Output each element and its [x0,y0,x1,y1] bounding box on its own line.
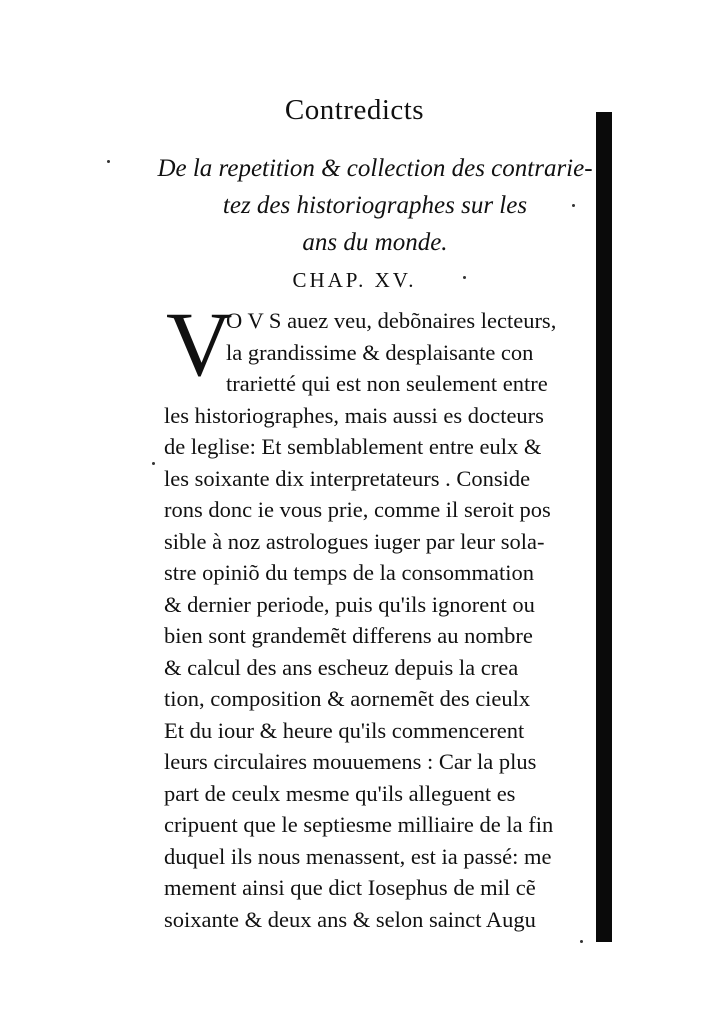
running-head: Contredicts [284,94,425,126]
text-line: duquel ils nous menassent, est ia passé: me [164,843,552,869]
text-line: tion, composition & aornemẽt des cieulx [164,686,531,711]
text-line: stre opiniõ du temps de la consommation [164,560,534,585]
text-line: & calcul des ans escheuz depuis la crea [164,654,519,680]
text-line: les soixante dix interpretateurs . Conside [164,465,531,491]
paper-speck [580,940,583,943]
paper-speck [152,462,155,465]
chapter-heading-line: ans du monde. [302,229,448,256]
paper-speck [572,204,575,207]
text-line: les historiographes, mais aussi es docteurs [164,402,544,428]
text-line: soixante & deux ans & selon sainct Augu [164,906,536,932]
text-line: leurs circulaires mouuemens : Car la plus [164,749,537,774]
body-text [0,305,709,932]
chapter-number: CHAP. XV. [292,268,417,292]
chapter-heading-line: De la repetition & collection des contrarie- [157,155,593,182]
chapter-heading [150,150,600,261]
drop-cap-initial: V [166,293,233,395]
text-line: de leglise: Et semblablement entre eulx & [164,434,542,459]
text-line: la grandissime & desplaisante con [226,339,534,365]
text-line: part de ceulx mesme qu'ils alleguent es [164,780,516,806]
paper-speck [107,160,110,163]
text-line: rons donc ie vous prie, comme il seroit pos [164,497,551,522]
text-line: Et du iour & heure qu'ils commencerent [164,717,525,743]
text-line: mement ainsi que dict Iosephus de mil cẽ [164,875,536,900]
text-line: bien sont grandemẽt differens au nombre [164,623,533,648]
text-line: O V S auez veu, debõnaires lecteurs, [226,308,557,333]
text-line: cripuent que le septiesme milliaire de la fin [164,812,554,837]
text-line: sible à noz astrologues iuger par leur sola- [164,528,545,554]
chapter-heading-line: tez des historiographes sur les [222,192,528,219]
text-line: & dernier periode, puis qu'ils ignorent ou [164,591,535,617]
paper-speck [463,276,466,279]
text-line: trarietté qui est non seulement entre [226,371,548,396]
